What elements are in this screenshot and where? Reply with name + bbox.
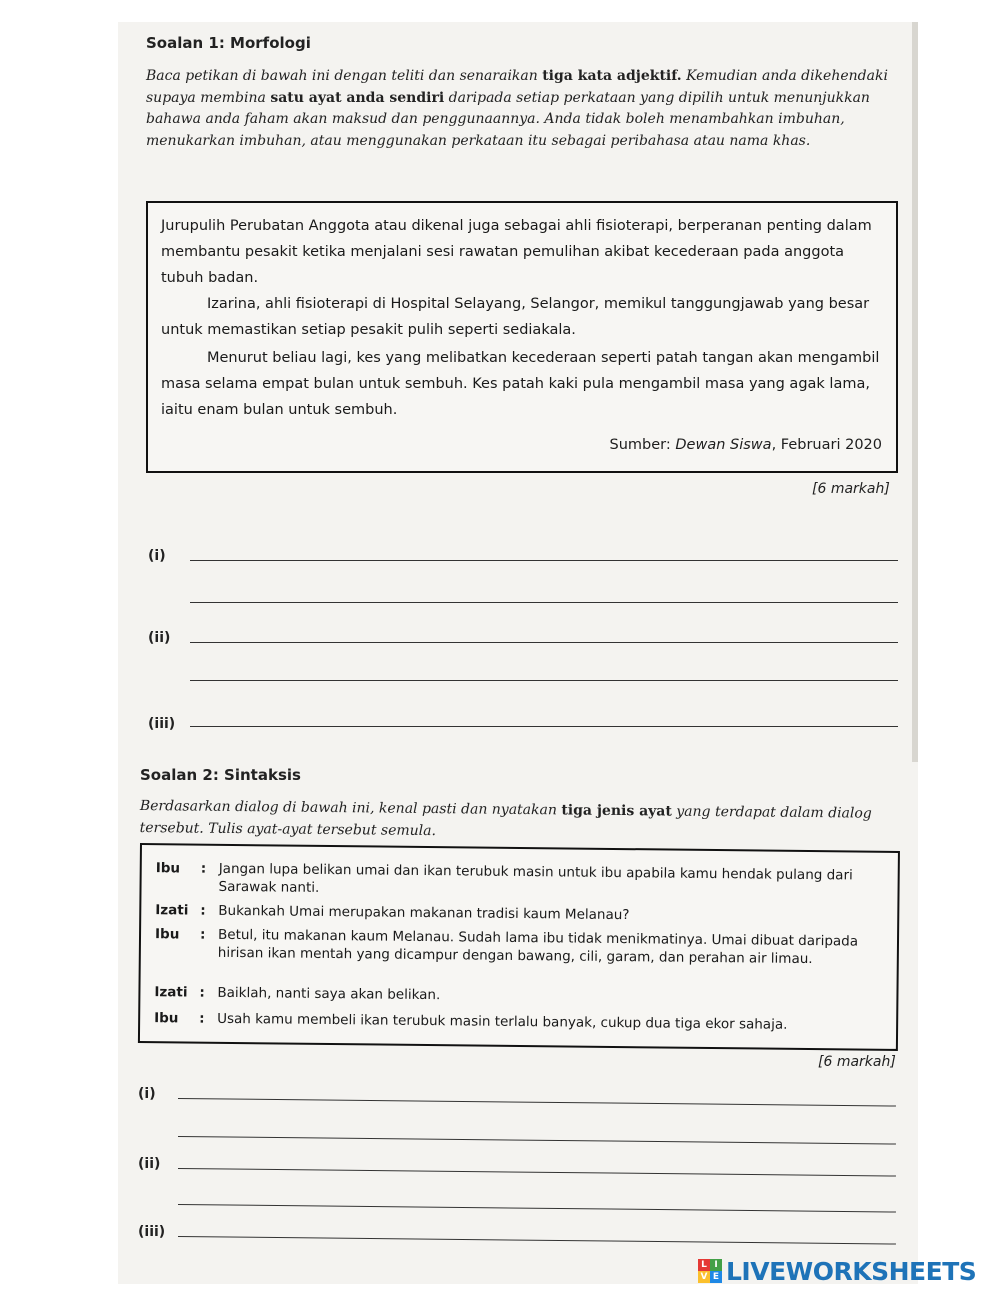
q1-answer-label-i: (i) <box>148 548 166 564</box>
q1-marks: [6 markah] <box>812 481 890 497</box>
q2-instruction <box>140 796 896 847</box>
passage-paragraph-1: Jurupulih Perubatan Anggota atau dikenal juga sebagai ahli fisioterapi, berperanan penting dalam membantu pesakit ketika menjalani sesi rawatan pemulihan akibat kecederaan pada anggota tubuh badan. <box>161 218 872 286</box>
q1-instruction-text-3: daripada setiap perkataan yang dipilih untuk menunjukkan bahawa anda faham akan maksud dan penggunaannya. Anda tidak boleh menambahkan imbuhan, menukarkan imbuhan, atau menggunakan perkataan itu sebagai peribahasa atau nama khas. <box>146 89 870 149</box>
page-edge <box>912 22 918 762</box>
liveworksheets-logo-icon <box>698 1259 722 1283</box>
q1-instruction-text-2: Kemudian anda dikehendaki supaya membina <box>146 68 888 106</box>
passage-paragraph-2: Izarina, ahli fisioterapi di Hospital Selayang, Selangor, memikul tanggungjawab yang besar untuk memastikan setiap pesakit pulih seperti sediakala. <box>161 296 870 338</box>
dialog-speaker: Izati <box>154 984 188 1001</box>
liveworksheets-wordmark: LIVEWORKSHEETS <box>726 1256 977 1286</box>
q2-answer-label-i: (i) <box>138 1086 156 1102</box>
logo-letter-l: L <box>698 1259 710 1271</box>
dialog-line-5 <box>154 1009 894 1035</box>
q2-answer-label-ii: (ii) <box>138 1156 161 1172</box>
source-date: , Februari 2020 <box>771 437 882 453</box>
liveworksheets-brand <box>698 1257 976 1285</box>
q1-instruction <box>146 66 901 152</box>
q1-answer-line-i[interactable] <box>190 560 898 561</box>
passage-source <box>610 437 882 453</box>
dialog-line-3 <box>155 925 895 969</box>
q2-instruction-text-2: yang terdapat dalam dialog tersebut. Tulis ayat-ayat tersebut semula. <box>139 803 872 839</box>
q2-answer-label-iii: (iii) <box>138 1224 166 1240</box>
dialog-line-1 <box>155 859 895 903</box>
q1-answer-line-i-continuation[interactable] <box>190 602 898 603</box>
dialog-speaker: Ibu <box>155 860 181 877</box>
q1-instruction-text-1: Baca petikan di bawah ini dengan teliti dan senaraikan <box>146 68 543 84</box>
q2-title: Soalan 2: Sintaksis <box>140 766 301 784</box>
dialog-utterance: Jangan lupa belikan umai dan ikan terubuk masin untuk ibu apabila kamu hendak pulang dari Sarawak nanti. <box>218 860 853 896</box>
logo-letter-e: E <box>710 1271 722 1283</box>
source-publication: Dewan Siswa <box>675 437 772 453</box>
dialog-utterance: Betul, itu makanan kaum Melanau. Sudah lama ibu tidak menikmatinya. Umai dibuat daripada hirisan ikan mentah yang dicampur dengan bawang, cili, garam, dan perahan air limau. <box>217 926 859 968</box>
q1-answer-line-iii[interactable] <box>190 726 898 727</box>
q1-passage-box <box>146 201 898 473</box>
q1-instruction-bold-2: satu ayat anda sendiri <box>270 89 445 106</box>
q1-instruction-bold-1: tiga kata adjektif. <box>542 68 682 84</box>
source-prefix: Sumber: <box>609 437 676 453</box>
q1-answer-line-ii[interactable] <box>190 642 898 643</box>
logo-letter-v: V <box>698 1271 710 1283</box>
passage-paragraph-3: Menurut beliau lagi, kes yang melibatkan kecederaan seperti patah tangan akan mengambil masa selama empat bulan untuk sembuh. Kes patah kaki pula mengambil masa yang agak lama, iaitu enam bulan untuk sembuh. <box>161 350 880 418</box>
dialog-separator: : <box>199 1010 205 1027</box>
q1-title: Soalan 1: Morfologi <box>146 34 311 52</box>
q2-dialog-box <box>138 843 900 1051</box>
dialog-separator: : <box>200 860 207 877</box>
dialog-utterance: Usah kamu membeli ikan terubuk masin terlalu banyak, cukup dua tiga ekor sahaja. <box>217 1010 788 1033</box>
dialog-speaker: Ibu <box>154 926 180 943</box>
q1-answer-line-ii-continuation[interactable] <box>190 680 898 681</box>
q2-instruction-text-1: Berdasarkan dialog di bawah ini, kenal pasti dan nyatakan <box>139 797 562 819</box>
q2-instruction-bold-1: tiga jenis ayat <box>561 802 672 820</box>
dialog-separator: : <box>200 902 206 919</box>
dialog-utterance: Baiklah, nanti saya akan belikan. <box>217 984 441 1004</box>
q1-answer-label-iii: (iii) <box>148 716 176 732</box>
logo-letter-i: I <box>710 1259 722 1271</box>
dialog-utterance: Bukankah Umai merupakan makanan tradisi kaum Melanau? <box>218 902 630 924</box>
dialog-separator: : <box>199 984 205 1001</box>
dialog-speaker: Izati <box>155 902 189 919</box>
dialog-speaker: Ibu <box>154 1010 179 1027</box>
q2-marks: [6 markah] <box>818 1054 896 1070</box>
dialog-separator: : <box>199 926 206 943</box>
dialog-line-2 <box>155 901 895 927</box>
q1-answer-label-ii: (ii) <box>148 630 171 646</box>
dialog-line-4 <box>154 983 894 1009</box>
